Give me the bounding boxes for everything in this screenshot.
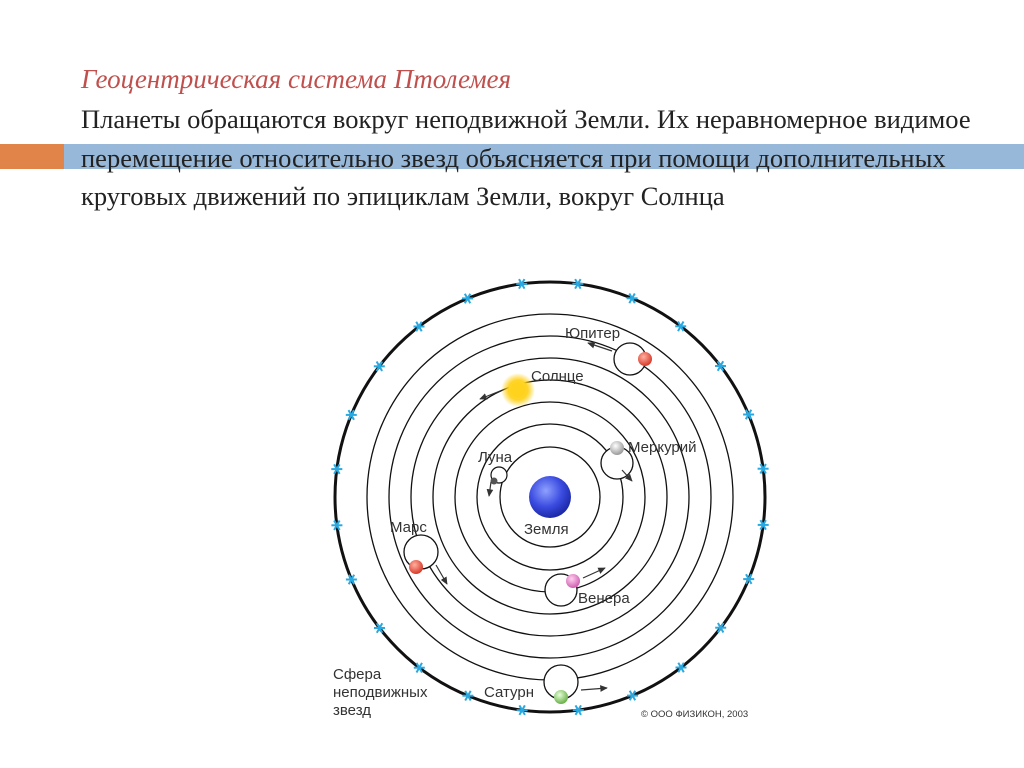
earth-label: Земля [524, 521, 569, 538]
copyright-text: © ООО ФИЗИКОН, 2003 [641, 709, 749, 720]
star-icon [627, 294, 638, 304]
sphere-label-line1: Сфера [333, 666, 382, 683]
star-icon [573, 705, 584, 715]
star-icon [462, 294, 473, 304]
mercury-label: Меркурий [628, 439, 697, 456]
mars-planet [409, 560, 423, 574]
star-icon [517, 705, 528, 715]
jupiter-planet [638, 352, 652, 366]
earth-planet [529, 476, 571, 518]
jupiter-label: Юпитер [565, 325, 621, 342]
star-icon [572, 279, 583, 289]
saturn-planet [554, 690, 568, 704]
sun-motion-arrow [480, 391, 500, 399]
mercury-planet [610, 441, 624, 455]
saturn-label: Сатурн [484, 684, 535, 701]
star-icon [627, 691, 638, 701]
sphere-label-line2: неподвижных [333, 684, 428, 701]
slide-title: Геоцентрическая система Птолемея [81, 64, 512, 94]
moon-planet [491, 478, 498, 485]
mars-motion-arrow [436, 565, 447, 584]
venus-planet [566, 574, 580, 588]
sun-planet [510, 382, 526, 398]
venus-label: Венера [578, 590, 630, 607]
moon-motion-arrow [489, 482, 491, 496]
mars-label: Марс [390, 519, 427, 536]
star-icon [516, 279, 527, 289]
star-icon [462, 691, 473, 701]
sun-label: Солнце [531, 368, 584, 385]
slide-body-text: Планеты обращаются вокруг неподвижной Земли. Их неравномерное видимое перемещение относительно звезд объясняется при помощи дополнительных круговых движений по эпициклам Земли, вокруг Солнца [81, 104, 971, 211]
sphere-label-line3: звезд [333, 702, 371, 719]
moon-label: Луна [478, 449, 513, 466]
saturn-motion-arrow [581, 688, 607, 690]
